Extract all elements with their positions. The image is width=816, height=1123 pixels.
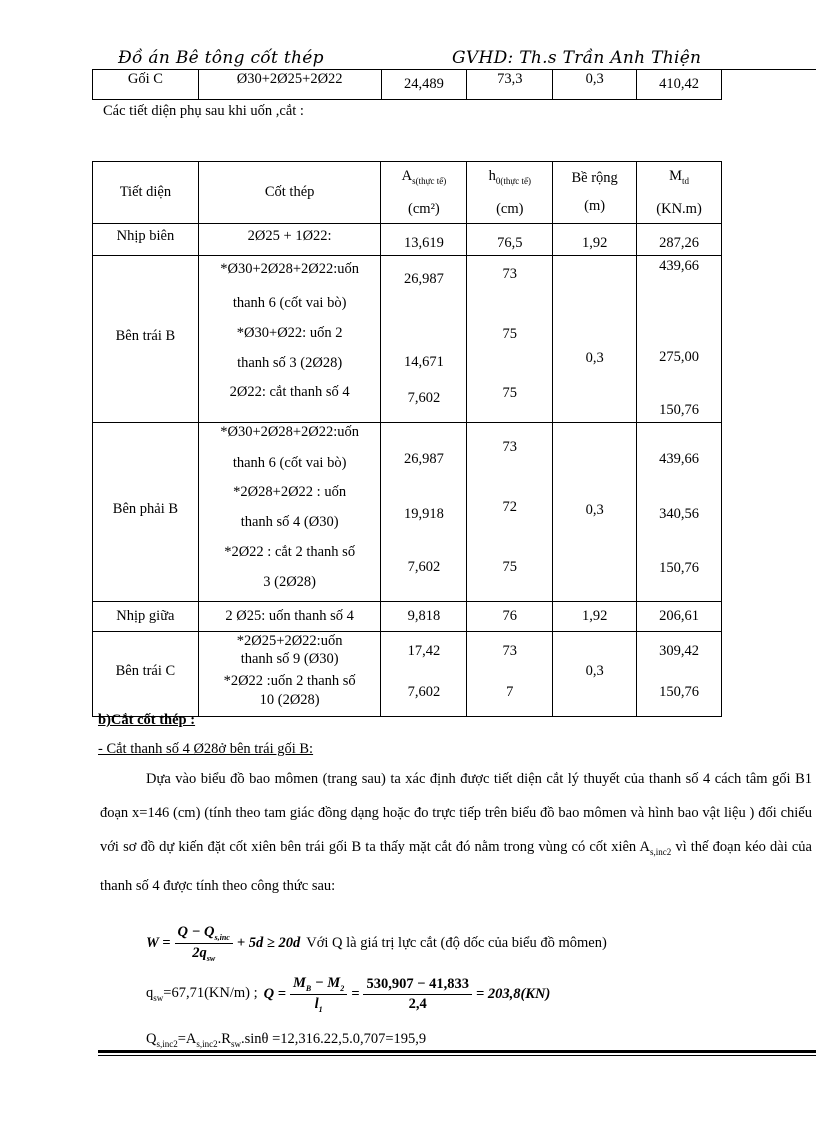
header-width: Bề rộng (m) xyxy=(553,162,637,224)
cell-section: Gối C xyxy=(93,70,199,100)
formula-inclined-bar-force: $Q_{s,inc2}=A_{s,inc2}.R_{sw}.\sin\theta =12,316.22,5.0,707=195,9$ xyxy=(146,1031,427,1049)
cell-m: 439,66 275,00 150,76 xyxy=(637,255,722,422)
cell-steel: 2Ø25 + 1Ø22: xyxy=(198,223,381,255)
table-row xyxy=(93,422,722,601)
header-section: Tiết diện xyxy=(93,162,199,224)
sections-table xyxy=(92,161,722,717)
header-steel: Cốt thép xyxy=(198,162,381,224)
cell-h0: 73,3 xyxy=(467,70,553,100)
cell-h0: 76,5 xyxy=(467,223,553,255)
formula-shear-force: $q_{sw}=67,71(KN/m)$ ; Q = $\frac{M_B - M_2}{l_1}$ = $\frac{530,907 - 41,833}{2,4}$ = 203,8(KN) xyxy=(146,975,551,1014)
cell-steel: *2Ø25+2Ø22:uốn thanh số 9 (Ø30) *2Ø22 :uốn 2 thanh số 10 (2Ø28) xyxy=(198,631,381,716)
cell-m: 206,61 xyxy=(637,601,722,631)
section-heading: b)Cắt cốt thép : xyxy=(98,712,196,728)
top-row-table xyxy=(92,69,722,100)
subsection-heading: - Cắt thanh số 4 Ø28ở bên trái gối B: xyxy=(98,741,314,757)
table-row xyxy=(93,601,722,631)
cell-as: 17,42 7,602 xyxy=(381,631,467,716)
cell-width: 0,3 xyxy=(553,255,637,422)
header-as: $A_{s(thực tế)}$ (cm²) xyxy=(381,162,467,224)
header-instructor: GVHD: Th.s Trần Anh Thiện xyxy=(452,48,702,68)
cell-section: Bên trái C xyxy=(93,631,199,716)
cell-steel: 2 Ø25: uốn thanh số 4 xyxy=(198,601,381,631)
table-row xyxy=(93,70,722,100)
cell-h0: 73 75 75 xyxy=(467,255,553,422)
cell-h0: 76 xyxy=(467,601,553,631)
footer-rule-thick xyxy=(98,1050,816,1053)
cell-section: Nhịp biên xyxy=(93,223,199,255)
cell-as: 26,987 19,918 7,602 xyxy=(381,422,467,601)
cell-section: Bên phải B xyxy=(93,422,199,601)
cell-as: 26,987 14,671 7,602 xyxy=(381,255,467,422)
cell-m: 309,42 150,76 xyxy=(637,631,722,716)
cell-m: 287,26 xyxy=(637,223,722,255)
cell-width: 0,3 xyxy=(553,70,637,100)
cell-steel: *Ø30+2Ø28+2Ø22:uốn thanh 6 (cốt vai bò) *2Ø28+2Ø22 : uốn thanh số 4 (Ø30) *2Ø22 : cắt 2 thanh số 3 (2Ø28) xyxy=(198,422,381,601)
cell-width: 0,3 xyxy=(553,422,637,601)
formula-anchorage-length: W = $\frac{Q - Q_{s,inc}}{2q_{sw}}$ + 5d ≥ 20d Với Q là giá trị lực cắt (độ dốc của biểu đồ mômen) xyxy=(146,924,607,963)
cell-steel: Ø30+2Ø25+2Ø22 xyxy=(198,70,381,100)
table-row xyxy=(93,631,722,716)
intro-text: Các tiết diện phụ sau khi uốn ,cắt : xyxy=(103,103,304,119)
table-row xyxy=(93,255,722,422)
cell-m: 439,66 340,56 150,76 xyxy=(637,422,722,601)
cell-steel: *Ø30+2Ø28+2Ø22:uốn thanh 6 (cốt vai bò) *Ø30+Ø22: uốn 2 thanh số 3 (2Ø28) 2Ø22: cắt thanh số 4 xyxy=(198,255,381,422)
header-title: Đồ án Bê tông cốt thép xyxy=(118,48,324,68)
cell-width: 1,92 xyxy=(553,601,637,631)
cell-section: Nhịp giữa xyxy=(93,601,199,631)
cell-width: 1,92 xyxy=(553,223,637,255)
cell-h0: 73 72 75 xyxy=(467,422,553,601)
cell-width: 0,3 xyxy=(553,631,637,716)
footer-rule-thin xyxy=(98,1055,816,1056)
table-row xyxy=(93,223,722,255)
header-m: $M_{td}$ (KN.m) xyxy=(637,162,722,224)
table-header-row xyxy=(93,162,722,224)
body-paragraph: Dựa vào biểu đồ bao mômen (trang sau) ta xác định được tiết diện cắt lý thuyết của thanh số 4 cách tâm gối B1 đoạn x=146 (cm) (tính theo tam giác đồng dạng hoặc đo trực tiếp trên biểu đồ bao mômen và hình bao vật liệu ) đối chiếu với sơ đồ dự kiến đặt cốt xiên bên trái gối B ta thấy mặt cắt đó nằm trong vùng có cốt xiên $A_{s,inc2}$ vì thế đoạn kéo dài của thanh số 4 được tính theo công thức sau: xyxy=(100,771,812,894)
cell-as: 13,619 xyxy=(381,223,467,255)
cell-section: Bên trái B xyxy=(93,255,199,422)
header-h0: $h_{0(thực tế)}$ (cm) xyxy=(467,162,553,224)
cell-h0: 73 7 xyxy=(467,631,553,716)
cell-as: 9,818 xyxy=(381,601,467,631)
cell-m: 410,42 xyxy=(637,70,722,100)
cell-as: 24,489 xyxy=(381,70,467,100)
